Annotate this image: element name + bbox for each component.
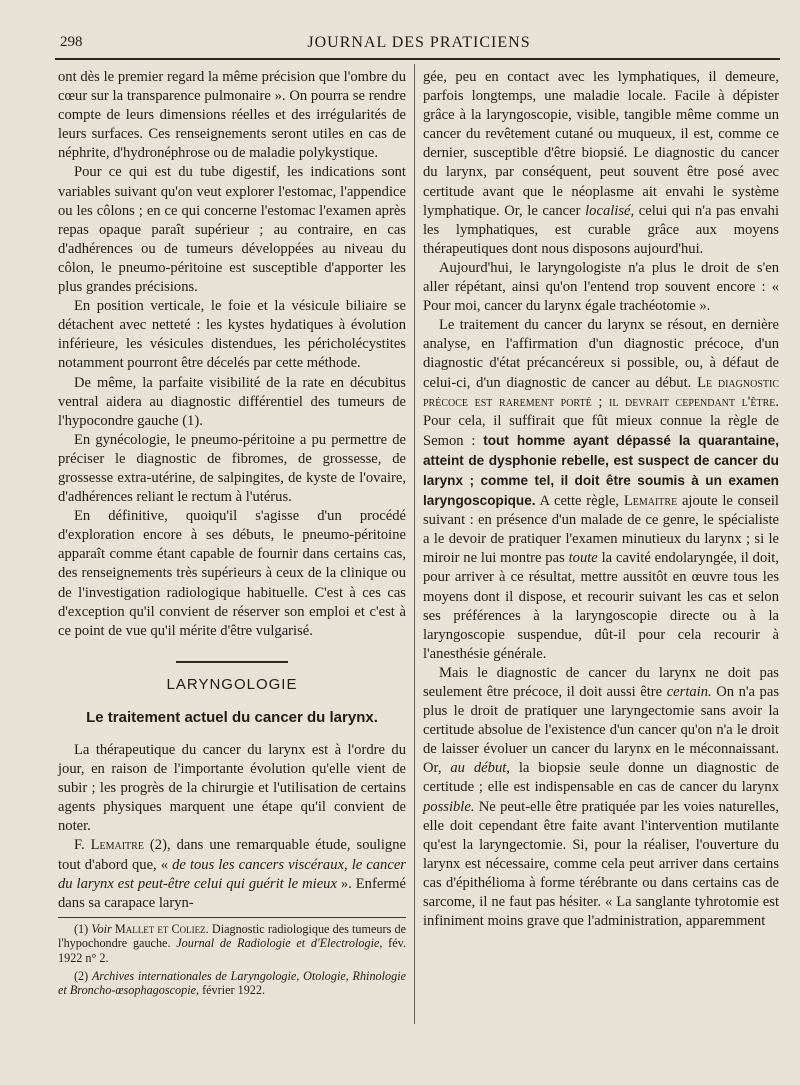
footnote-1 bbox=[58, 922, 406, 966]
quotation: de tous les cancers viscéraux, le cancer du larynx est peut-être celui qui guérit le mieux bbox=[58, 856, 406, 892]
right-column bbox=[423, 68, 779, 931]
footnote-journal: Journal de Radiologie et d'Electrologie, bbox=[176, 936, 383, 951]
emphasis: possible. bbox=[423, 798, 475, 815]
paragraph: En gynécologie, le pneumo-péritoine a pu permettre de préciser le diagnostic de fibromes, de grossesse, de grossesse extra-utérine, de salpingites, de kyste de l'ovaire, d'adhérences reliant le rectum à l'utérus. bbox=[58, 431, 406, 506]
author-name: F. Lemaitre bbox=[74, 837, 144, 854]
paragraph: Aujourd'hui, le laryngologiste n'a plus le droit de s'en aller répétant, ainsi qu'on l'entend trop souvent encore : « Pour moi, cancer du larynx égale trachéotomie ». bbox=[423, 259, 779, 315]
page-number: 298 bbox=[60, 34, 83, 50]
emphasis: au début, bbox=[450, 760, 510, 777]
paragraph: En définitive, quoiqu'il s'agisse d'un procédé d'exploration encore à ses débuts, le pneumo-péritoine apparaît comme étant capable de fournir dans certains cas, des renseignements très supérieurs à ceux de la clinique ou de l'investigation radiologique habituelle. C'est à ces cas d'exception qu'il convient de réserver son emploi et c'est à ce point de vue qu'il mérite d'être vulgarisé. bbox=[58, 508, 406, 639]
footnote-authors: Mallet et Coliez. bbox=[111, 921, 209, 936]
running-title: JOURNAL DES PRATICIENS bbox=[307, 34, 531, 51]
small-caps-text: Le diagnostic précoce est rarement porté ; il devrait cependant l'être. bbox=[423, 374, 779, 410]
left-column bbox=[58, 68, 406, 1001]
paragraph bbox=[423, 664, 779, 931]
text-run: fév. 1922 n° 2. bbox=[58, 936, 406, 966]
text-run: la biopsie seule donne un diagnostic de certitude ; elle est indispensable en cas de cancer du larynx bbox=[423, 760, 779, 796]
semon-rule: tout homme ayant dépassé la quarantaine, atteint de dysphonie rebelle, est suspect de cancer du larynx ; comme tel, il doit être soumis à un examen laryngoscopique. bbox=[423, 432, 780, 509]
text-run: Voir bbox=[91, 921, 112, 936]
footnote-marker: (1) bbox=[74, 921, 92, 936]
text-run: Diagnostic radiologique des tumeurs de l'hypochondre gauche. bbox=[58, 921, 406, 951]
article-paragraph bbox=[58, 836, 406, 912]
author-name: Lemaitre bbox=[623, 493, 678, 510]
text-run: la cavité endolaryngée, il doit, pour arriver à ce résultat, mettre aussitôt en œuvre tous les moyens dont il dispose, et recourir suivant les cas et selon ses préférences à la laryngoscopie directe ou à la laryngoscopie suspendue, dût-il pour cela recourir à l'anesthésie générale. bbox=[423, 550, 779, 662]
footnote-2 bbox=[58, 969, 406, 998]
paragraph bbox=[423, 316, 779, 664]
article-paragraph: La thérapeutique du cancer du larynx est à l'ordre du jour, en raison de l'importante évolution qu'elle vient de subir ; les progrès de la chirurgie et l'utilisation de certains agents physiques marquent une étape qu'il convient de noter. bbox=[58, 742, 406, 835]
footnote-rule bbox=[58, 917, 406, 918]
emphasis: certain. bbox=[666, 684, 712, 700]
text-run: ». Enfermé dans sa carapace laryn- bbox=[58, 875, 407, 911]
text-run: février 1922. bbox=[199, 983, 266, 998]
text-run: A cette règle, bbox=[535, 493, 624, 510]
paragraph: ont dès le premier regard la même précision que l'ombre du cœur sur la transparence pulmonaire ». On pourra se rendre compte de leurs dimensions réelles et des irrégularités de leurs surfaces. Ces renseignements seront utiles en cas de néphrite, d'hydronéphrose ou de maladie polykystique. bbox=[58, 69, 406, 162]
text-run: gée, peu en contact avec les lymphatiques, il demeure, parfois longtemps, une maladie locale. Facile à dépister grâce à la laryngoscopie, visible, tangible même comme un cancer du revêtement cutané ou muqueux, il est, comme ce dernier, susceptible d'être biopsié. Le diagnostic du cancer du larynx, par conséquent, peut souvent être posé avec certitude avant que le néoplasme ait envahi le système lymphatique. Or, le cancer bbox=[423, 69, 779, 219]
text-run: On n'a pas plus le droit de pratiquer une laryngectomie sans avoir la certitude absolue de l'existence d'un cancer qu'on n'a le droit de laisser évoluer un cancer du larynx en le méconnaissant. Or, bbox=[423, 684, 779, 777]
text-run: Pour cela, il suffirait que fût mieux connue la règle de Semon : bbox=[423, 412, 779, 449]
section-title: LARYNGOLOGIE bbox=[166, 675, 298, 693]
text-run: (2), dans une remarquable étude, souligne tout d'abord que, « bbox=[58, 837, 406, 873]
paragraph: En position verticale, le foie et la vésicule biliaire se détachent avec netteté : les kystes hydatiques à évolution inférieure, les vésicules distendues, les péricholécystites notamment pourront être décelés par cette méthode. bbox=[58, 298, 406, 372]
text-run: ajoute le conseil suivant : en présence d'un malade de ce genre, le spécialiste a le devoir de pratiquer l'examen minutieux du larynx ; si le miroir ne lui montre pas bbox=[423, 493, 779, 567]
text-run: Le traitement du cancer du larynx se résout, en dernière analyse, en l'affirmation d'un diagnostic précoce, d'un diagnostic d'état précancéreux si possible, ou, à défaut de celui-ci, d'un diagnostic de cancer au début. bbox=[423, 317, 779, 391]
header-rule bbox=[55, 58, 780, 60]
article-title: Le traitement actuel du cancer du larynx. bbox=[86, 708, 378, 726]
text-run: celui qui n'a pas envahi les lymphatiques, est curable grâce aux moyens thérapeutiques dont nous disposons aujourd'hui. bbox=[423, 202, 779, 257]
page-header bbox=[60, 34, 778, 56]
text-run: Ne peut-elle être pratiquée par les voies naturelles, elle doit cependant être faite avant l'intervention mutilante qu'est la laryngectomie. Si, pour la réaliser, l'ouverture du larynx est nécessaire, comme cela peut arriver dans certains cas d'épithélioma à forme térébrante ou dans certains cas de sarcome, il ne faut pas hésiter. « La sanglante tyhrotomie est infiniment moins grave que l'administration, apparemment bbox=[423, 798, 779, 930]
emphasis: toute bbox=[568, 550, 598, 567]
emphasis: localisé, bbox=[585, 202, 635, 219]
paragraph: De même, la parfaite visibilité de la rate en décubitus ventral aidera au diagnostic différentiel des tumeurs de l'hypocondre gauche (1). bbox=[58, 374, 406, 429]
paragraph: Pour ce qui est du tube digestif, les indications sont variables suivant qu'on veut explorer l'estomac, l'appendice ou les côlons ; en ce qui concerne l'estomac l'examen après repas opaque paraît supérieur ; au contraire, en cas d'adhérences ou de tumeurs développées au niveau du côlon, le pneumo-péritoine est susceptible d'apporter les plus grandes précisions. bbox=[58, 164, 406, 296]
paragraph bbox=[423, 68, 779, 259]
footnote-marker: (2) bbox=[74, 968, 92, 983]
section-rule bbox=[176, 661, 288, 663]
footnote-journal: Archives internationales de Laryngologie, Otologie, Rhinologie et Broncho-œsophagoscopie, bbox=[58, 968, 406, 998]
text-run: Mais le diagnostic de cancer du larynx ne doit pas seulement être précoce, il doit aussi être bbox=[423, 664, 779, 700]
column-divider bbox=[414, 64, 415, 1024]
